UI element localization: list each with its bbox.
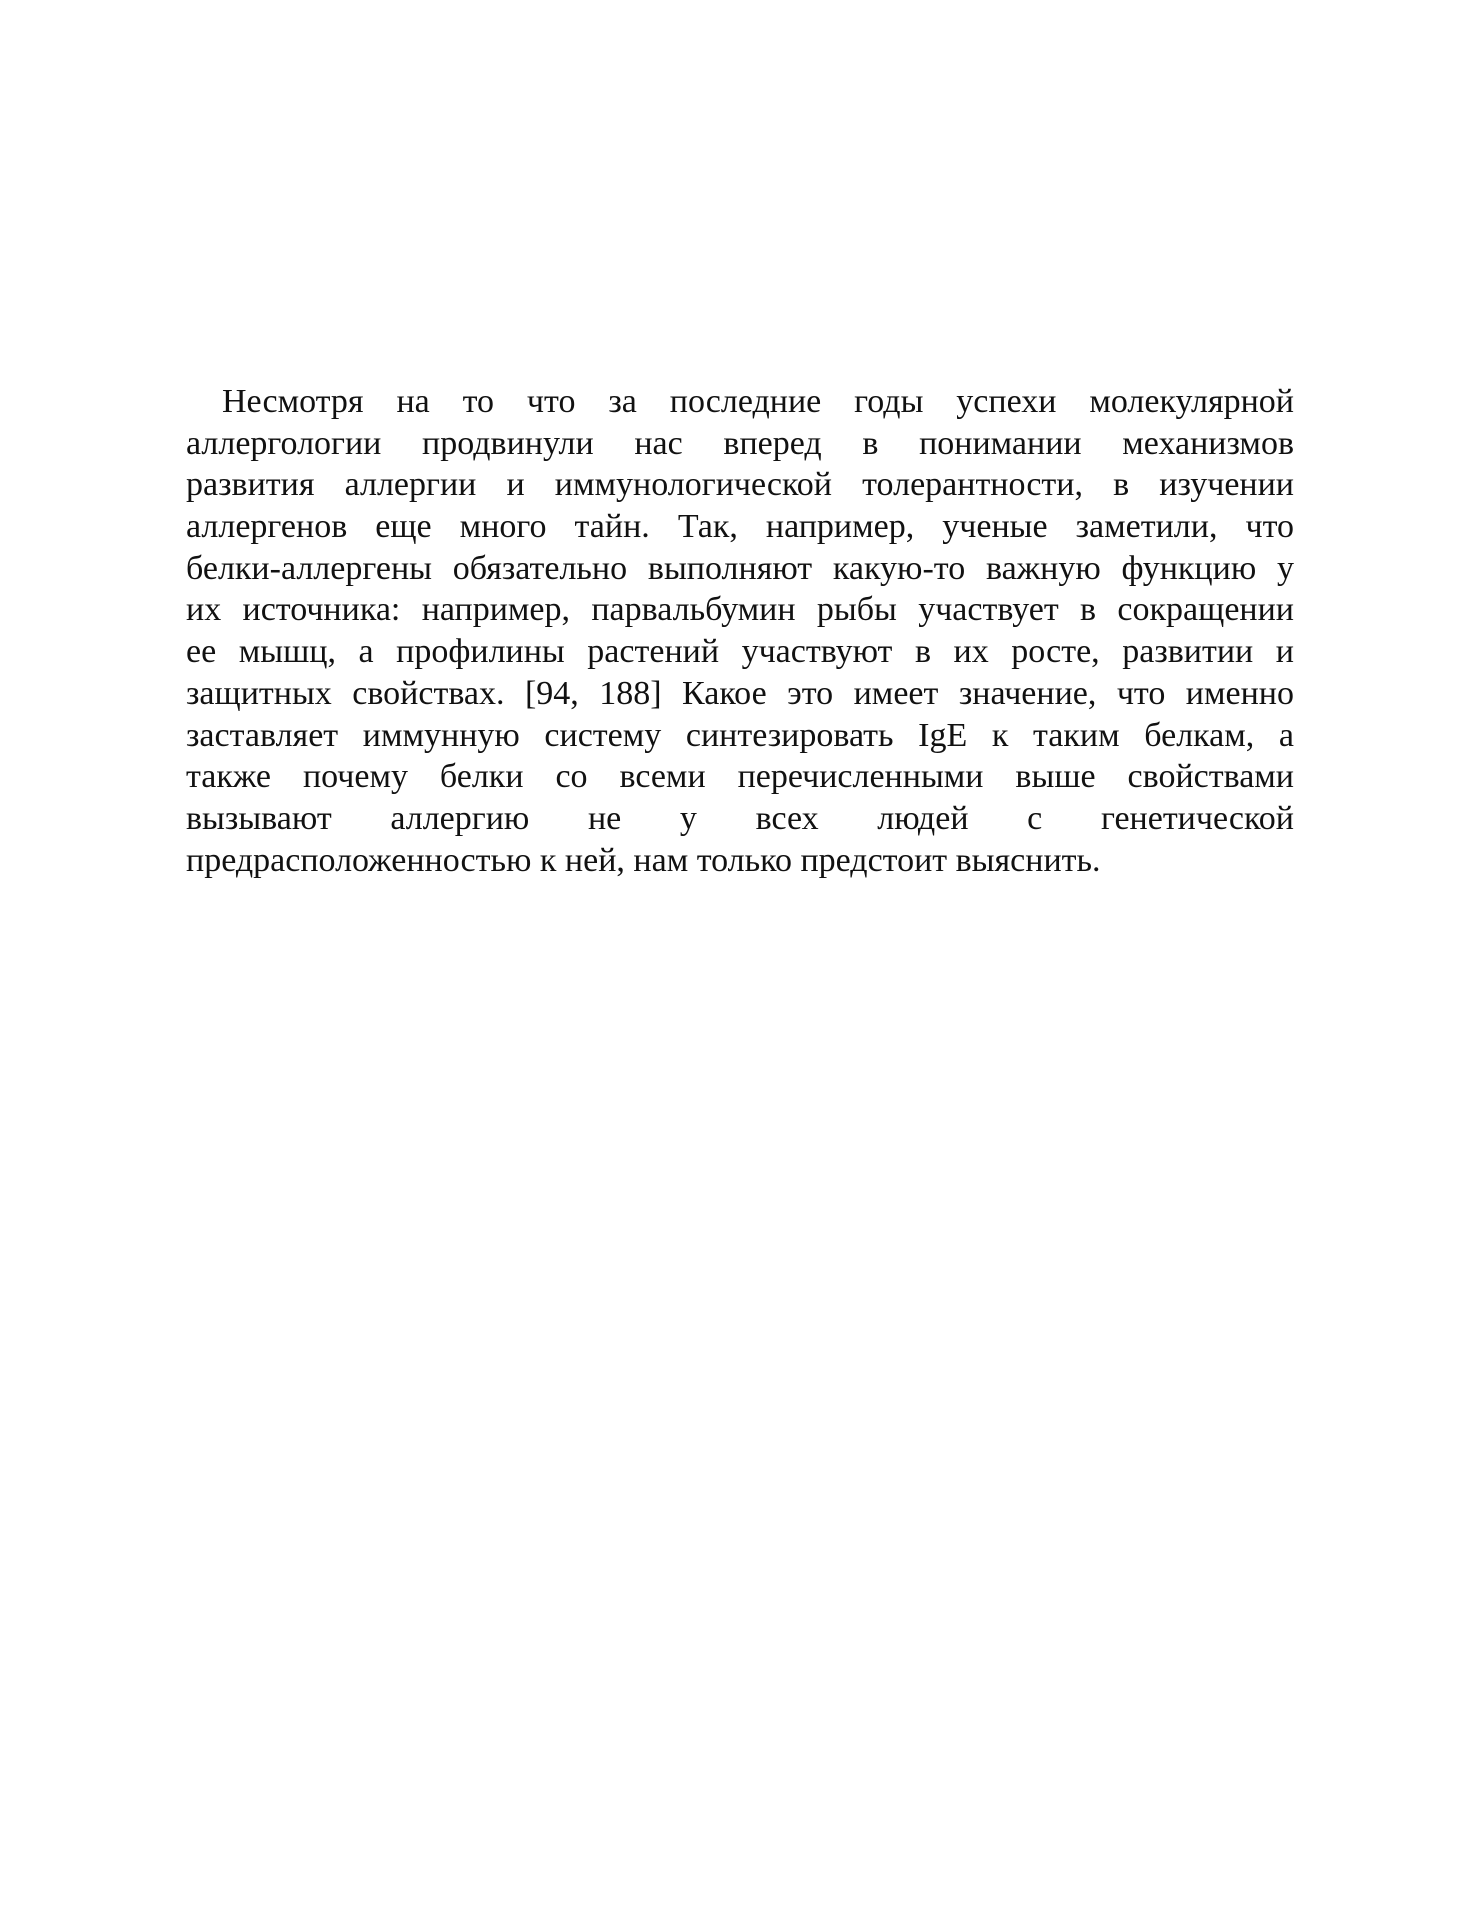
paragraph-line: также почему белки со всеми перечисленными выше свойствами [186,758,1294,796]
paragraph-line: Несмотря на то что за последние годы успехи молекулярной [222,383,1294,420]
body-paragraph [186,381,1294,881]
paragraph-line: белки-аллергены обязательно выполняют какую-то важную функцию у [186,549,1294,587]
paragraph-line: аллергенов еще много тайн. Так, например, ученые заметили, что [186,508,1294,546]
paragraph-line: ее мышц, а профилины растений участвуют в их росте, развитии и [186,633,1294,671]
paragraph-line: развития аллергии и иммунологической толерантности, в изучении [186,466,1294,504]
paragraph-line: их источника: например, парвальбумин рыбы участвует в сокращении [186,591,1294,629]
paragraph-line: защитных свойствах. [94, 188] Какое это имеет значение, что именно [186,674,1294,712]
paragraph-line: заставляет иммунную систему синтезировать IgE к таким белкам, а [186,716,1294,754]
paragraph-line: вызывают аллергию не у всех людей с генетической [186,799,1294,837]
paragraph-line: предрасположенностью к ней, нам только предстоит выяснить. [186,841,1101,879]
paragraph-line: аллергологии продвинули нас вперед в понимании механизмов [186,424,1294,462]
